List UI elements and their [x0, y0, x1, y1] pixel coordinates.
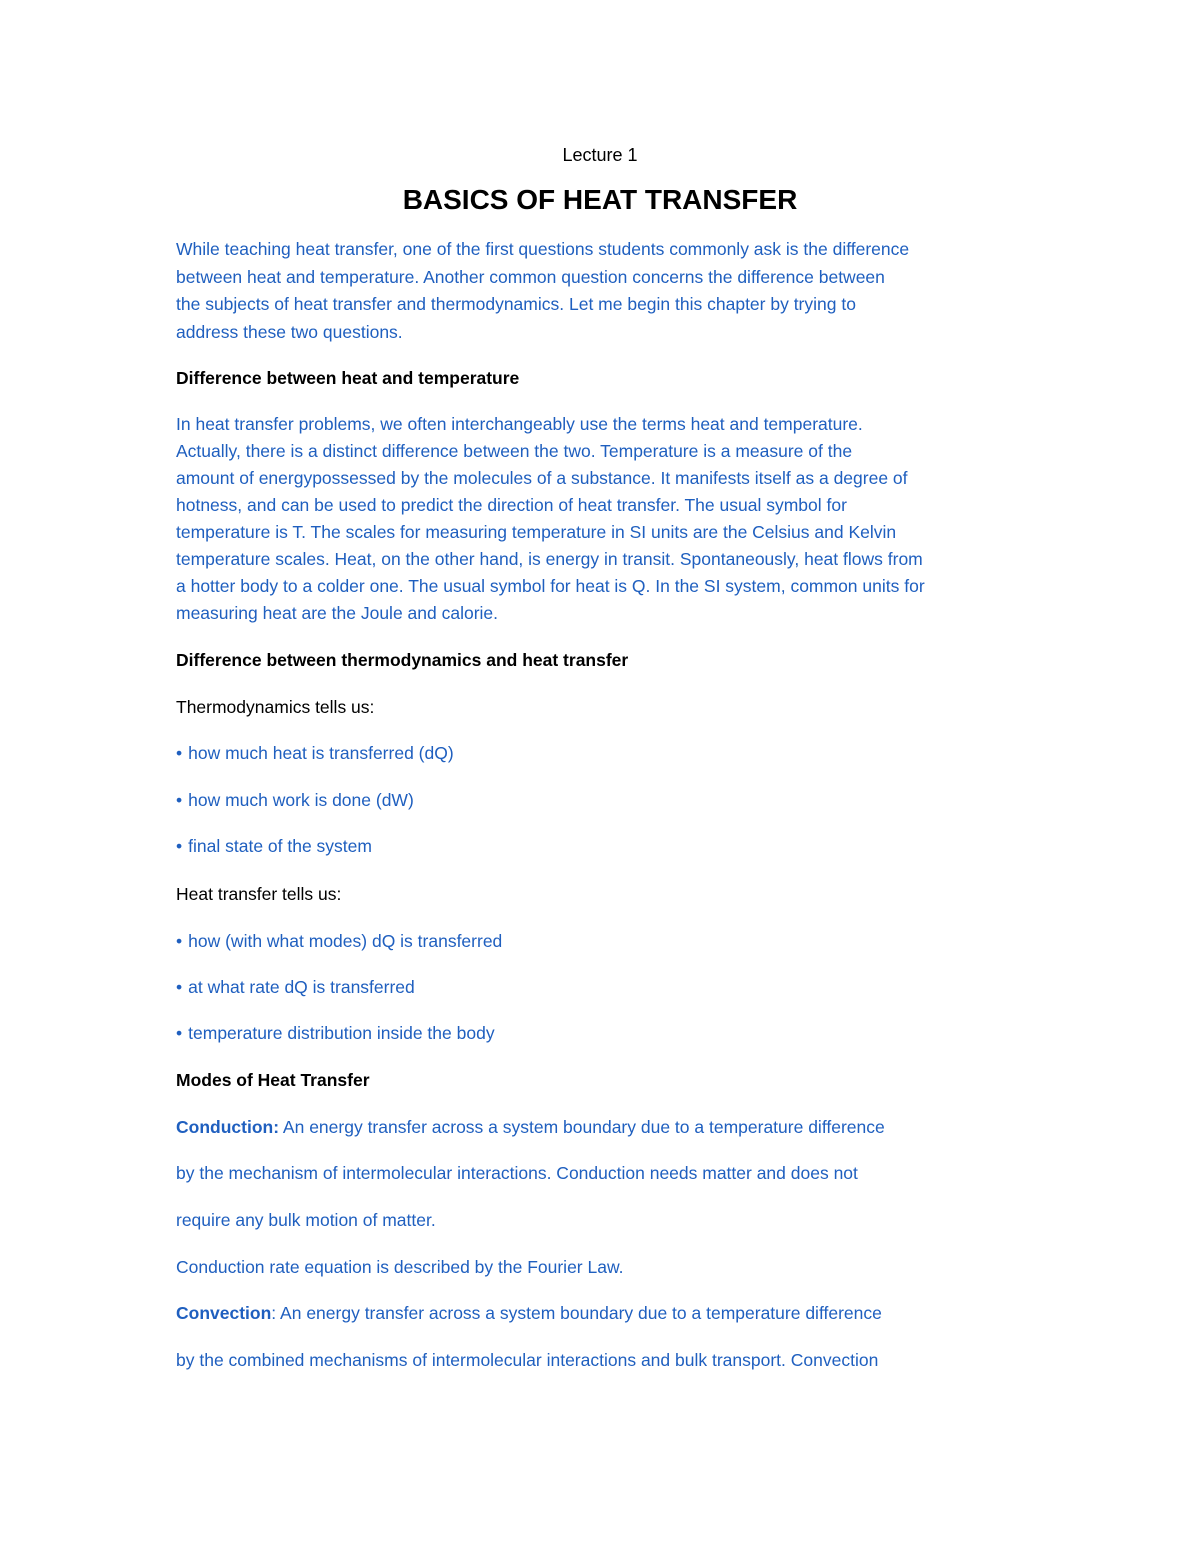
list-item-text: final state of the system: [188, 836, 372, 856]
heat-transfer-intro: Heat transfer tells us:: [176, 884, 342, 904]
list-item: [176, 742, 454, 764]
bullet-icon: •: [176, 743, 183, 763]
list-item-text: how much heat is transferred (dQ): [188, 743, 454, 763]
page-title: BASICS OF HEAT TRANSFER: [402, 184, 798, 215]
lecture-label: Lecture 1: [562, 145, 638, 165]
list-item: [176, 789, 414, 811]
bullet-icon: •: [176, 977, 183, 997]
list-item: [176, 835, 372, 857]
intro-line: between heat and temperature. Another common question concerns the difference between: [176, 267, 885, 287]
convection-label: Convection: [176, 1303, 272, 1323]
paragraph-line: Actually, there is a distinct difference between the two. Temperature is a measure of the: [176, 441, 853, 461]
bullet-icon: •: [176, 1023, 183, 1043]
intro-line: While teaching heat transfer, one of the first questions students commonly ask is the difference: [176, 239, 910, 259]
paragraph-line: a hotter body to a colder one. The usual symbol for heat is Q. In the SI system, common units for: [176, 576, 925, 596]
convection-line: by the combined mechanisms of intermolecular interactions and bulk transport. Convection: [176, 1350, 879, 1370]
section-heading-modes: Modes of Heat Transfer: [176, 1070, 370, 1090]
paragraph-line: temperature is T. The scales for measuring temperature in SI units are the Celsius and Kelvin: [176, 522, 897, 542]
bullet-icon: •: [176, 836, 183, 856]
bullet-icon: •: [176, 931, 183, 951]
intro-line: the subjects of heat transfer and thermodynamics. Let me begin this chapter by trying to: [176, 294, 856, 314]
list-item: [176, 976, 415, 998]
conduction-line: by the mechanism of intermolecular interactions. Conduction needs matter and does not: [176, 1163, 858, 1183]
list-item: [176, 1022, 495, 1044]
paragraph-line: temperature scales. Heat, on the other hand, is energy in transit. Spontaneously, heat flows from: [176, 549, 923, 569]
list-item: [176, 930, 502, 952]
list-item-text: how (with what modes) dQ is transferred: [188, 931, 503, 951]
paragraph-line: amount of energypossessed by the molecules of a substance. It manifests itself as a degree of: [176, 468, 908, 488]
section-heading-heat-temperature: Difference between heat and temperature: [176, 368, 520, 388]
list-item-text: at what rate dQ is transferred: [188, 977, 415, 997]
paragraph-line: hotness, and can be used to predict the direction of heat transfer. The usual symbol for: [176, 495, 847, 515]
list-item-text: how much work is done (dW): [188, 790, 414, 810]
bullet-icon: •: [176, 790, 183, 810]
thermodynamics-intro: Thermodynamics tells us:: [176, 697, 375, 717]
conduction-line: require any bulk motion of matter.: [176, 1210, 436, 1230]
intro-line: address these two questions.: [176, 322, 403, 342]
conduction-line: [176, 1116, 885, 1138]
convection-text: : An energy transfer across a system boundary due to a temperature difference: [271, 1303, 882, 1323]
conduction-rate-line: Conduction rate equation is described by the Fourier Law.: [176, 1257, 624, 1277]
conduction-text: An energy transfer across a system boundary due to a temperature difference: [279, 1117, 885, 1137]
paragraph-line: In heat transfer problems, we often interchangeably use the terms heat and temperature.: [176, 414, 863, 434]
paragraph-line: measuring heat are the Joule and calorie.: [176, 603, 499, 623]
convection-line: [176, 1302, 882, 1324]
conduction-label: Conduction:: [176, 1117, 280, 1137]
section-heading-thermo-heat-transfer: Difference between thermodynamics and heat transfer: [176, 650, 629, 670]
list-item-text: temperature distribution inside the body: [188, 1023, 495, 1043]
